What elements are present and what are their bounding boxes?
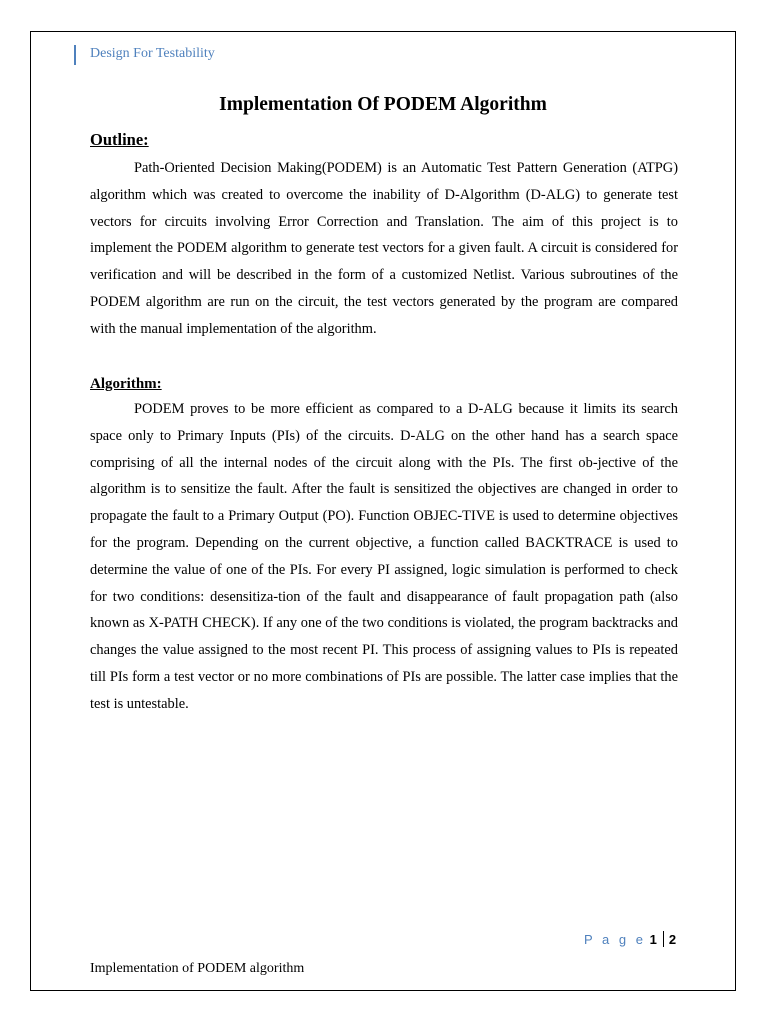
header-accent-bar bbox=[74, 45, 76, 65]
page-total: 2 bbox=[668, 932, 677, 947]
section-heading-outline: Outline: bbox=[90, 130, 149, 149]
section-heading-algorithm: Algorithm: bbox=[90, 376, 162, 392]
page-current: 1 bbox=[649, 932, 657, 947]
page-separator bbox=[663, 931, 664, 947]
page-number bbox=[584, 931, 676, 949]
running-footer: Implementation of PODEM algorithm bbox=[90, 961, 305, 976]
section-body-outline: Path-Oriented Decision Making(PODEM) is an Automatic Test Pattern Generation (ATPG) algorithm which was created to overcome the inability of D-Algorithm (D-ALG) to generate test vectors for circuits involving Error Correction and Translation. The aim of this project is to implement the PODEM algorithm to generate test vectors for a given fault. A circuit is considered for verification and will be described in the form of a customized Netlist. Various subroutines of the PODEM algorithm are run on the circuit, the test vectors generated by the program are compared with the manual implementation of the algorithm. bbox=[90, 160, 678, 337]
page-label: P a g e bbox=[584, 932, 646, 947]
section-body-algorithm: PODEM proves to be more efficient as compared to a D-ALG because it limits its search space only to Primary Inputs (PIs) of the circuits. D-ALG on the other hand has a search space comprising of all the internal nodes of the circuit along with the PIs. The first ob-jective of the algorithm is to sensitize the fault. After the fault is sensitized the objectives are changed in order to propagate the fault to a Primary Output (PO). Function OBJEC-TIVE is used to determine objectives for the program. Depending on the current objective, a function called BACKTRACE is used to determine the value of one of the PIs. For every PI assigned, logic simulation is performed to check for two conditions: desensitiza-tion of the fault and disappearance of fault propagation path (also known as X-PATH CHECK). If any one of the two conditions is violated, the program backtracks and changes the value assigned to the most recent PI. This process of assigning values to PIs is repeated till PIs form a test vector or no more combinations of PIs are possible. The latter case implies that the test is untestable. bbox=[90, 401, 678, 712]
running-header: Design For Testability bbox=[90, 46, 215, 61]
document-title: Implementation Of PODEM Algorithm bbox=[219, 94, 547, 115]
